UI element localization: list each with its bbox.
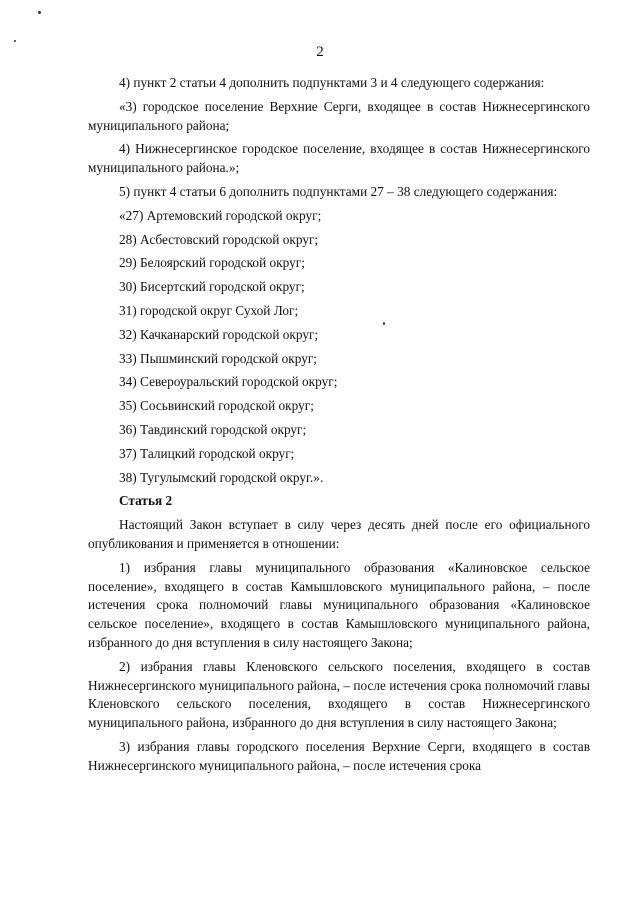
- list-item: 34) Североуральский городской округ;: [119, 374, 338, 390]
- article-paragraph: Настоящий Закон вступает в силу через десять дней после его официального опубликования и применяется в отношении:: [88, 517, 590, 551]
- paragraph: 4) Нижнесергинское городское поселение, входящее в состав Нижнесергинского муниципального района.»;: [88, 141, 590, 176]
- article-heading: Статья 2: [119, 493, 173, 509]
- scan-speck: [38, 11, 41, 14]
- list-item: «27) Артемовский городской округ;: [119, 207, 322, 223]
- list-item: 35) Сосьвинский городской округ;: [119, 398, 314, 414]
- list-item: 38) Тугулымский городской округ.».: [119, 469, 324, 485]
- article-paragraph: 1) избрания главы муниципального образования «Калиновское сельское поселение», входящего в состав Камышловского муниципального района, – после истечения срока полномочий главы муниципального образования «Калиновское сельское поселение», входящего в состав Камышловского муниципального района, избранного до дня вступления в силу настоящего Закона;: [88, 559, 590, 650]
- paragraph: 4) пункт 2 статьи 4 дополнить подпунктами 3 и 4 следующего содержания:: [119, 75, 545, 90]
- list-item: 29) Белоярский городской округ;: [119, 255, 305, 271]
- paragraph: «3) городское поселение Верхние Серги, входящее в состав Нижнесергинского муниципального района;: [88, 98, 590, 133]
- list-item: 37) Талицкий городской округ;: [119, 445, 295, 461]
- paragraph: 5) пункт 4 статьи 6 дополнить подпунктами 27 – 38 следующего содержания:: [119, 183, 558, 199]
- list-item: 32) Качканарский городской округ;: [119, 326, 319, 342]
- page-number: 2: [316, 44, 324, 60]
- document-body: [88, 74, 590, 781]
- list-item: 36) Тавдинский городской округ;: [119, 421, 307, 437]
- list-item: 31) городской округ Сухой Лог;: [119, 302, 299, 318]
- list-item: 28) Асбестовский городской округ;: [119, 231, 319, 247]
- scan-speck: [14, 40, 16, 42]
- article-paragraph: 2) избрания главы Кленовского сельского поселения, входящего в состав Нижнесергинского муниципального района, – после истечения срока полномочий главы Кленовского сельского поселения, входящего в состав Нижнесергинского муниципального района, избранного до дня вступления в силу настоящего Закона;: [88, 658, 590, 731]
- article-paragraph: 3) избрания главы городского поселения Верхние Серги, входящего в состав Нижнесергинского муниципального района, – после истечения срока: [88, 738, 590, 773]
- list-item: 30) Бисертский городской округ;: [119, 279, 305, 295]
- list-item: 33) Пышминский городской округ;: [119, 350, 317, 366]
